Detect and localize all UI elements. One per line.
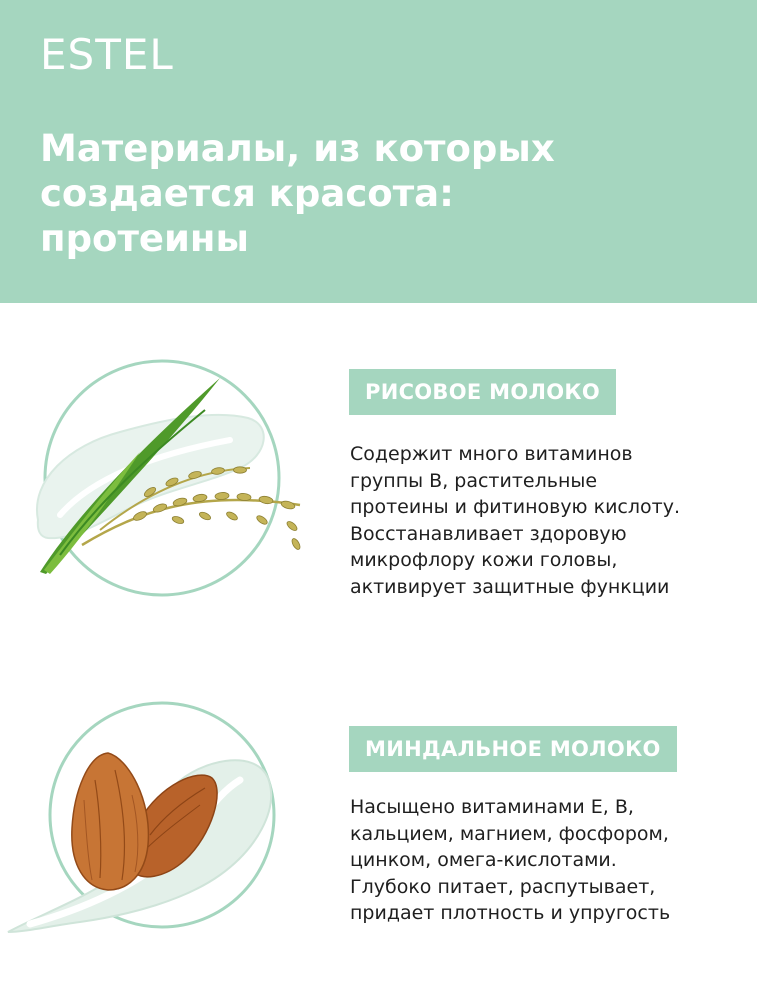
ingredient-description bbox=[350, 441, 750, 600]
description-line: Глубоко питает, распутывает, bbox=[350, 875, 656, 898]
description-line: группы В, растительные bbox=[350, 469, 598, 492]
almond-icon bbox=[0, 700, 320, 990]
page-title bbox=[40, 126, 720, 261]
description-line: протеины и фитиновую кислоту. bbox=[350, 496, 680, 518]
ingredient-almond-milk bbox=[0, 700, 757, 1000]
description-line: придает плотность и упругость bbox=[350, 902, 671, 924]
description-line: Содержит много витаминов bbox=[350, 443, 633, 465]
header-banner bbox=[0, 0, 757, 303]
description-line: кальцием, магнием, фосфором, bbox=[350, 822, 669, 845]
rice-icon bbox=[0, 340, 320, 630]
brand-logo: ESTEL bbox=[40, 30, 174, 79]
ingredient-description bbox=[350, 794, 750, 927]
description-line: Насыщено витаминами Е, В, bbox=[350, 796, 634, 818]
description-line: микрофлору кожи головы, bbox=[350, 549, 618, 571]
title-line: Материалы, из которых bbox=[40, 127, 555, 170]
description-line: Восстанавливает здоровую bbox=[350, 522, 627, 545]
title-line: создается красота: bbox=[40, 172, 454, 215]
description-line: цинком, омега-кислотами. bbox=[350, 849, 617, 871]
title-line: протеины bbox=[40, 217, 249, 260]
ingredient-tag: РИСОВОЕ МОЛОКО bbox=[349, 369, 616, 415]
ingredient-rice-milk bbox=[0, 340, 757, 630]
description-line: активирует защитные функции bbox=[350, 575, 670, 598]
ingredient-tag: МИНДАЛЬНОЕ МОЛОКО bbox=[349, 726, 677, 772]
